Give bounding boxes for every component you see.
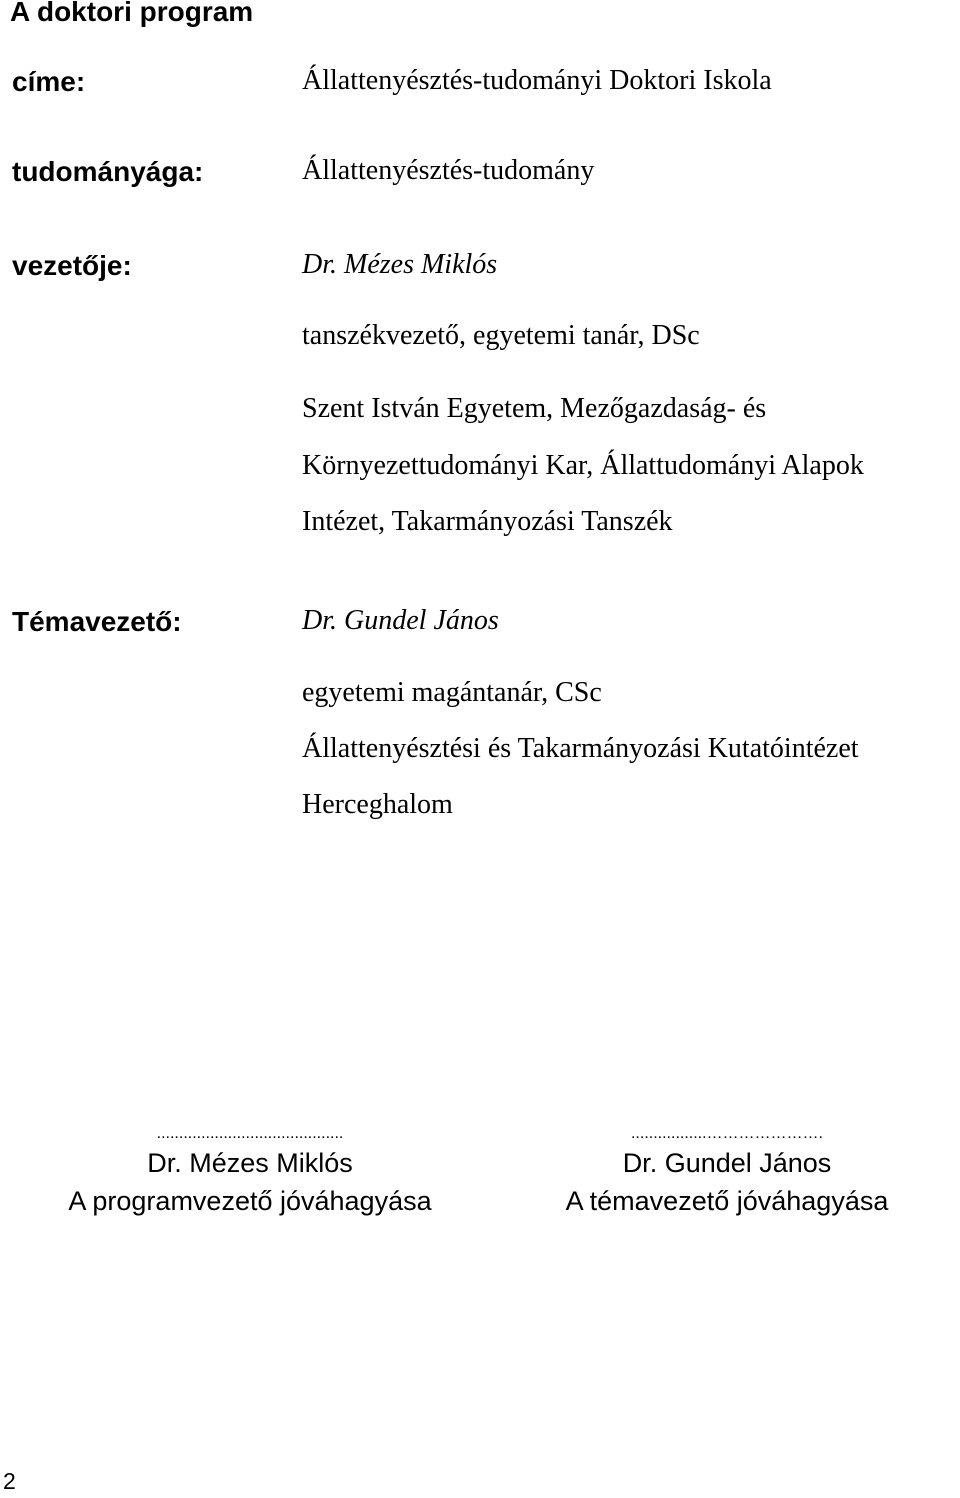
page-number: 2 [3, 1468, 16, 1494]
page-heading: A doktori program [10, 0, 254, 27]
supervisor-city: Herceghalom [302, 789, 453, 820]
signature-line: .......................................... [156, 1125, 344, 1142]
program-leader-signature-block [20, 1124, 480, 1220]
supervisor-institute: Állattenyésztési és Takarmányozási Kutatóintézet [302, 733, 859, 764]
signature-name: Dr. Gundel János [622, 1148, 832, 1178]
program-field-label: tudományága: [12, 156, 204, 187]
program-title-label: címe: [12, 66, 86, 97]
signature-caption: A programvezető jóváhagyása [68, 1186, 432, 1216]
program-leader-position: tanszékvezető, egyetemi tanár, DSc [302, 320, 700, 351]
supervisor-label: Témavezető: [12, 606, 182, 637]
program-title-value: Állattenyésztés-tudományi Doktori Iskola [302, 65, 772, 96]
program-leader-affiliation-line: Környezettudományi Kar, Állattudományi Alapok [302, 450, 864, 481]
program-leader-affiliation-line: Intézet, Takarmányozási Tanszék [302, 506, 673, 537]
program-leader-label: vezetője: [12, 250, 132, 281]
signature-caption: A témavezető jóváhagyása [565, 1186, 889, 1216]
supervisor-position: egyetemi magántanár, CSc [302, 677, 602, 708]
signature-name: Dr. Mézes Miklós [147, 1148, 353, 1178]
supervisor-name: Dr. Gundel János [302, 605, 499, 636]
program-field-value: Állattenyésztés-tudomány [302, 155, 595, 186]
program-leader-name: Dr. Mézes Miklós [302, 249, 498, 280]
signature-line: .................…………………. [630, 1125, 823, 1142]
program-leader-affiliation-line: Szent István Egyetem, Mezőgazdaság- és [302, 393, 767, 424]
supervisor-signature-block [497, 1124, 957, 1220]
